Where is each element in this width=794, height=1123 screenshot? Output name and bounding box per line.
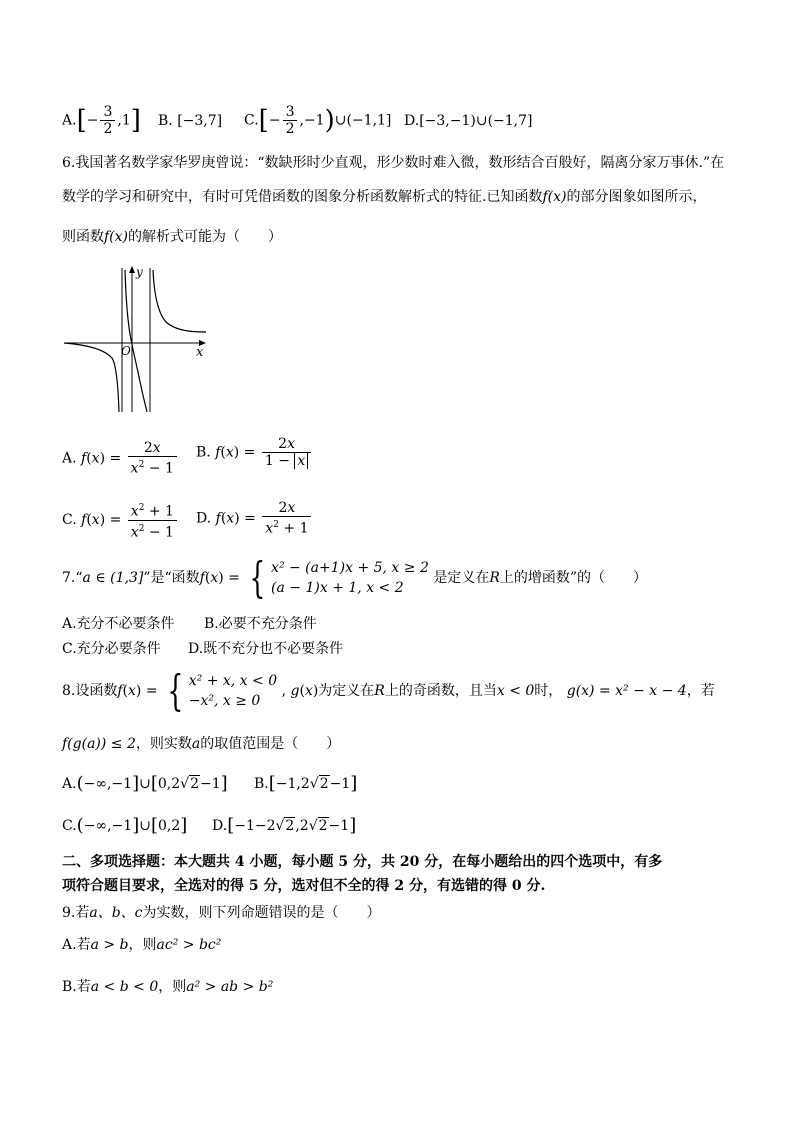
graph-origin-label: O [121,344,131,358]
q6-stem-line2: 数学的学习和研究中，有时可凭借函数的图象分析函数解析式的特征.已知函数f(x)的部分图象如图所示， [62,189,707,205]
q6-option-b: B. f(x) = $\frac{2x}{1 - x}$ [196,436,313,469]
q7-option-a: A.充分不必要条件 [62,616,175,632]
q8-option-a: A.(−∞,−1]∪[0,2√2−1] [62,773,228,794]
q8-option-d: D.[−1−2√2,2√2−1] [212,815,357,836]
graph-x-label: x [196,345,204,360]
graph-y-label: y [136,265,143,279]
q7-option-b: B.必要不充分条件 [204,616,317,632]
q6-option-d: D. f(x) = $\frac{2x}{x^2 + 1}$ [196,500,313,537]
y-axis-arrow [129,266,135,273]
section2-heading-line1: 二、多项选择题：本大题共 4 小题，每小题 5 分，共 20 分，在每小题给出的四个选项中，有多 [62,854,663,870]
q5-option-c: C.[− $\frac{3}{2}$ ,−1)∪(−1,1] [244,104,392,137]
q8-stem-line1: 8.设函数f(x) = { x² + x, x < 0 −x², x ≥ 0 , g(x)为定义在R上的奇函数，且当x < 0时， g(x) = x² − x − 4，若 [62,666,715,715]
q7-option-c: C.充分必要条件 [62,641,161,657]
q6-option-c: C. f(x) = $\frac{x^2 + 1}{x^2 - 1}$ [62,500,179,540]
q6-stem-line3: 则函数f(x)的解析式可能为（ ） [62,229,283,245]
q7-option-d: D.既不充分也不必要条件 [188,641,344,657]
q6-option-a: A. f(x) = $\frac{2x}{x^2 - 1}$ [62,440,179,477]
curve-middle-branch [125,270,147,412]
q6-function-graph [60,262,212,417]
curve-right-branch [153,270,206,332]
q9-option-b: B.若a < b < 0，则a² > ab > b² [62,979,274,995]
curve-left-branch [64,343,119,412]
q8-stem-line2: f(g(a)) ≤ 2，则实数a的取值范围是（ ） [62,736,341,752]
q8-option-c: C.(−∞,−1]∪[0,2] [62,815,188,836]
q5-option-a: A.[− $\frac{3}{2}$ ,1] [62,104,141,137]
q8-option-b: B.[−1,2√2−1] [254,773,358,794]
q5-option-b: B. [−3,7] [158,113,223,129]
q7-stem: 7.“a ∈ (1,3]”是“函数f(x) = { x² − (a+1)x + 5, x ≥ 2 (a − 1)x + 1, x < 2 是定义在R上的增函数”的（ ） [62,553,648,602]
q5-option-d: D.[−3,−1)∪(−1,7] [404,113,533,129]
q6-stem-line1: 6.我国著名数学家华罗庚曾说：“数缺形时少直观，形少数时难入微，数形结合百般好，隔离分家万事休.”在 [62,155,725,171]
section2-heading-line2: 项符合题目要求，全选对的得 5 分，选对但不全的得 2 分，有选错的得 0 分. [62,878,546,894]
q9-stem: 9.若a、b、c为实数，则下列命题错误的是（ ） [62,905,381,921]
q9-option-a: A.若a > b，则ac² > bc² [62,937,222,953]
